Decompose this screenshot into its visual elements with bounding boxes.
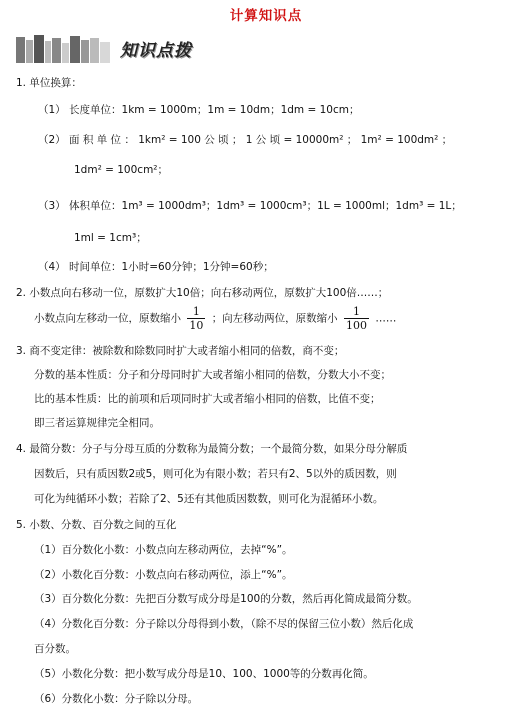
simplest-fraction-1: 4. 最简分数：分子与分母互质的分数称为最简分数；一个最简分数，如果分母分解质	[16, 443, 408, 455]
fraction-numerator: 1	[344, 305, 369, 319]
conversion-rule-3: （3）百分数化分数：先把百分数写成分母是100的分数，然后再化简成最简分数。	[34, 593, 418, 605]
fraction-numerator: 1	[187, 305, 205, 319]
conversion-rule-5: （5）小数化分数：把小数写成分母是10、100、1000等的分数再化简。	[34, 668, 374, 680]
conversion-rule-1: （1）百分数化小数：小数点向左移动两位，去掉“%”。	[34, 544, 293, 556]
quotient-invariance: 3. 商不变定律：被除数和除数同时扩大或者缩小相同的倍数，商不变；	[16, 345, 345, 357]
simplest-fraction-3: 可化为纯循环小数；若除了2、5还有其他质因数数，则可化为混循环小数。	[34, 493, 384, 505]
area-units: （2） 面 积 单 位 ： 1km² = 100 公 顷 ； 1 公 顷 = 10000m² ； 1m² = 100dm² ；	[38, 134, 453, 146]
simplest-fraction-2: 因数后，只有质因数2或5，则可化为有限小数；若只有2、5以外的质因数，则	[34, 468, 397, 480]
decimal-shift-right: 2. 小数点向右移动一位，原数扩大10倍；向右移动两位，原数扩大100倍……；	[16, 287, 389, 299]
area-units-cont: 1dm² = 100cm²；	[74, 164, 169, 176]
books-icon	[16, 35, 112, 63]
section-unit-conversion: 1. 单位换算：	[16, 77, 82, 89]
shift-left-text-3: ……	[375, 312, 397, 325]
fraction-denominator: 100	[346, 319, 368, 332]
shift-left-text-2: ；向左移动两位，原数缩小	[211, 312, 338, 325]
conversion-rule-6: （6）分数化小数：分子除以分母。	[34, 693, 199, 705]
conversion-rule-4: （4）分数化百分数：分子除以分母得到小数，（除不尽的保留三位小数）然后化成	[34, 618, 414, 630]
knowledge-banner	[16, 31, 196, 67]
time-units: （4） 时间单位：1小时=60分钟；1分钟=60秒；	[38, 261, 274, 273]
same-rule-note: 即三者运算规律完全相同。	[34, 417, 160, 429]
fraction-one-tenth	[187, 305, 205, 332]
conversion-heading: 5. 小数、分数、百分数之间的互化	[16, 519, 177, 531]
decimal-shift-left	[34, 305, 396, 332]
fraction-property: 分数的基本性质：分子和分母同时扩大或者缩小相同的倍数，分数大小不变；	[34, 369, 391, 381]
fraction-denominator: 10	[189, 319, 204, 332]
length-units: （1） 长度单位：1km = 1000m；1m = 10dm；1dm = 10cm；	[38, 104, 360, 116]
volume-units-cont: 1ml = 1cm³；	[74, 232, 147, 244]
fraction-one-hundredth	[344, 305, 369, 332]
banner-label: 知识点拨	[120, 41, 192, 61]
conversion-rule-2: （2）小数化百分数：小数点向右移动两位，添上“%”。	[34, 569, 293, 581]
volume-units: （3） 体积单位：1m³ = 1000dm³；1dm³ = 1000cm³；1L = 1000ml；1dm³ = 1L；	[38, 200, 462, 212]
page-title: 计算知识点	[229, 8, 303, 24]
ratio-property: 比的基本性质：比的前项和后项同时扩大或者缩小相同的倍数，比值不变；	[34, 393, 381, 405]
conversion-rule-4-cont: 百分数。	[34, 643, 76, 655]
shift-left-text-1: 小数点向左移动一位，原数缩小	[34, 312, 181, 325]
